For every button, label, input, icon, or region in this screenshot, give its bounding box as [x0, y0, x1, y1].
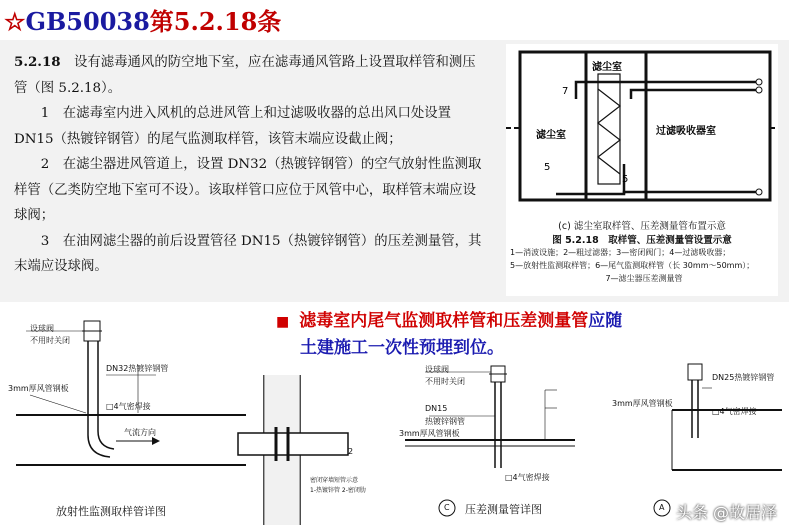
figure-legend-3: 7—滤尘器压差测量管 — [605, 274, 683, 283]
section-label: 第5.2.18条 — [149, 7, 282, 36]
s2-num: 2 — [348, 447, 354, 456]
clause-number: 5.2.18 — [14, 54, 61, 70]
watermark: 头条 @故居泽 — [675, 503, 777, 522]
bullet-icon: ■ — [276, 314, 290, 330]
figure-title: 图 5.2.18 取样管、压差测量管设置示意 — [552, 235, 732, 246]
s4-weld-label: □4气密焊接 — [712, 407, 757, 416]
s4-pipe-label: DN25热镀锌钢管 — [712, 373, 775, 382]
s3-caption: 压差测量管详图 — [465, 503, 542, 516]
s4-circle-label: A — [659, 503, 665, 512]
figure-legend-2: 5—放射性监测取样管；6—尾气监测取样管（长 30mm～50mm）； — [510, 261, 755, 270]
sketch-2-drawing — [228, 375, 368, 525]
s2-note-2: 1-热镀锌管 2-密闭肋 — [310, 487, 366, 494]
sketch-pressure-pipe — [395, 360, 585, 525]
note-line-1 — [276, 308, 776, 335]
highlight-note — [276, 308, 776, 361]
s1-valve-label: 设球阀 — [30, 324, 54, 333]
figure-subcaption: (c) 滤尘室取样管、压差测量管布置示意 — [558, 221, 726, 232]
s4-plate-label: 3mm厚风管钢板 — [612, 399, 673, 408]
s1-flow-label: 气流方向 — [124, 428, 156, 437]
s3-pipe-label-2: 热镀锌钢管 — [425, 417, 465, 426]
s3-plate-label: 3mm厚风管钢板 — [399, 429, 460, 438]
figure-caption — [506, 218, 778, 285]
clause-intro — [14, 50, 489, 101]
sketch-1-drawing — [6, 315, 256, 525]
clause-item-3: 3 在油网滤尘器的前后设置管径 DN15（热镀锌钢管）的压差测量管，其末端应设球阀。 — [14, 233, 482, 274]
label-7: 7 — [562, 86, 569, 97]
clause-text — [14, 50, 489, 280]
clause-item-2: 2 在滤尘器进风管道上，设置 DN32（热镀锌钢管）的空气放射性监测取样管（乙类防空地下室可不设）。该取样管口应位于风管中心，取样管末端应设球阀； — [14, 157, 482, 223]
room-label-dust: 滤尘室 — [536, 130, 566, 141]
layout-diagram — [506, 44, 778, 219]
note-red-text: 滤毒室内尾气监测取样管和压差测量管 — [299, 311, 589, 331]
room-label-filter: 过滤吸收器室 — [656, 126, 716, 137]
s3-circle-label: C — [444, 503, 450, 512]
s1-pipe-label: DN32热镀锌钢管 — [106, 364, 169, 373]
s3-valve-note: 不用时关闭 — [425, 377, 465, 386]
s2-note-1: 密闭穿墙短管示意 — [310, 477, 359, 484]
star-icon: ☆ — [4, 7, 26, 36]
label-5b: 5 — [622, 174, 629, 185]
s1-plate-label: 3mm厚风管钢板 — [8, 384, 69, 393]
clause-item-1: 1 在滤毒室内进入风机的总进风管上和过滤吸收器的总出风口处设置 DN15（热镀锌钢管）的尾气监测取样管，该管末端应设截止阀； — [14, 106, 452, 147]
note-blue-text: 应随 — [588, 311, 623, 331]
sketch-radiation-sampling — [6, 315, 256, 525]
s3-pipe-label: DN15 — [425, 404, 448, 413]
s3-weld-label: □4气密焊接 — [505, 473, 550, 482]
s1-weld-label: □4气密焊接 — [106, 402, 151, 411]
note-line-2: 土建施工一次性预埋到位。 — [300, 338, 504, 358]
label-5a: 5 — [544, 162, 551, 173]
figure-legend-1: 1—消波设施；2—粗过滤器；3—密闭阀门；4—过滤吸收器； — [510, 248, 731, 257]
s1-valve-note: 不用时关闭 — [30, 336, 70, 345]
room-label-dust-2: 滤尘室 — [592, 62, 622, 73]
standard-code: GB50038 — [25, 7, 150, 36]
page-title — [4, 2, 281, 37]
clause-intro-text: 设有滤毒通风的防空地下室，应在滤毒通风管路上设置取样管和测压管（图 5.2.18）。 — [14, 55, 476, 96]
s3-valve-label: 设球阀 — [425, 365, 449, 374]
s1-caption: 放射性监测取样管详图 — [56, 505, 166, 518]
sketch-wall-pipe — [228, 375, 368, 525]
